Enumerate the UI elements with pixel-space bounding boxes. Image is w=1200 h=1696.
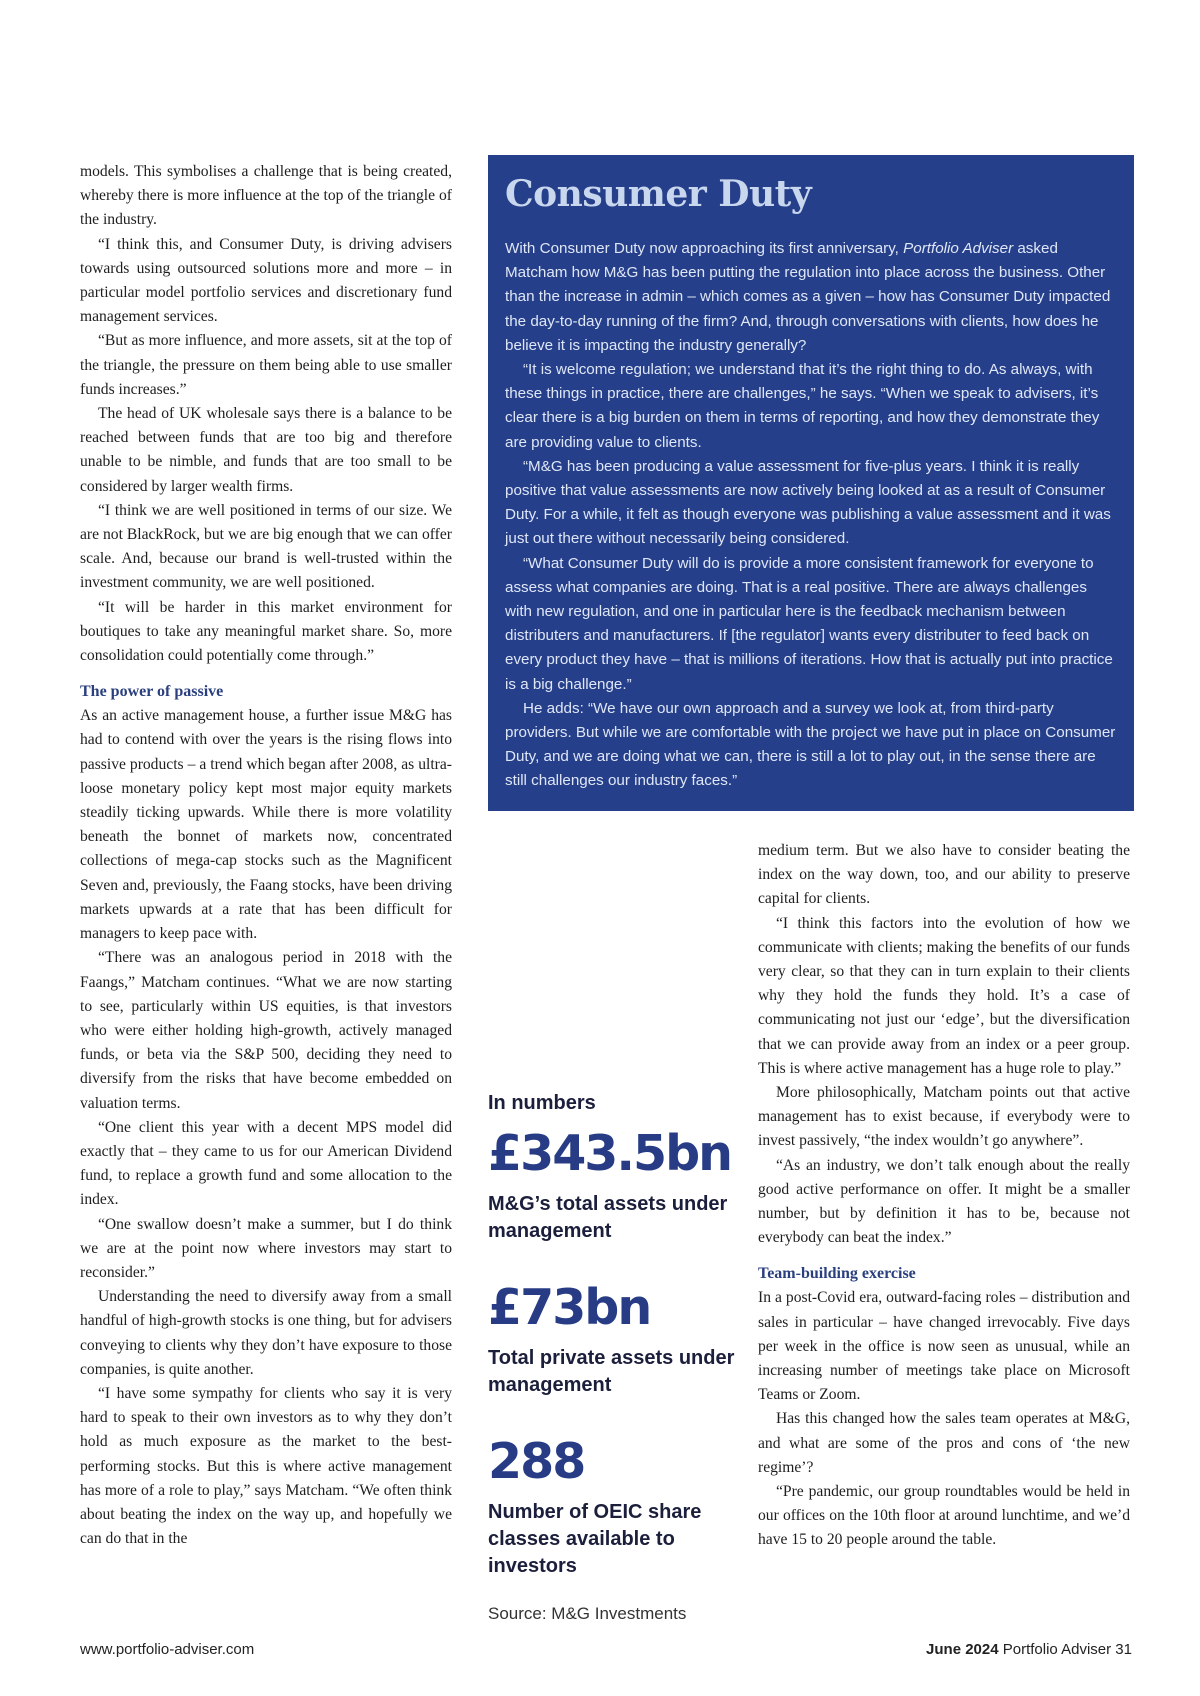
stat-value-oeic-classes: 288 bbox=[488, 1433, 585, 1490]
article-paragraph: “I think we are well positioned in terms of our size. We are not BlackRock, but we are big enough that we can offer scale. And, because our brand is well-trusted within the investment community, we are well positioned. bbox=[80, 501, 452, 592]
article-paragraph: “One client this year with a decent MPS model did exactly that – they came to us for our American Dividend fund, to replace a growth fund and some allocation to the index. bbox=[80, 1118, 452, 1209]
box-body bbox=[505, 237, 1118, 794]
article-paragraph: Understanding the need to diversify away from a small handful of high-growth stocks is one thing, but for advisers conveying to clients why they don’t have exposure to those companies, is quite another. bbox=[80, 1288, 452, 1378]
publication-name: Portfolio Adviser bbox=[903, 240, 1014, 257]
in-numbers-panel bbox=[488, 1092, 738, 1624]
article-paragraph: “I have some sympathy for clients who say it is very hard to speak to their own investors as to why they don’t hold as much exposure as the market to the best-performing stocks. But this is where active management has more of a role to play,” says Matcham. “We often think about beating the index on the way up, and hopefully we can do that in the bbox=[80, 1384, 452, 1548]
footer-issue: June 2024 bbox=[926, 1641, 999, 1658]
article-paragraph: Has this changed how the sales team operates at M&G, and what are some of the pros and cons of ‘the new regime’? bbox=[758, 1410, 1130, 1476]
numbers-source: Source: M&G Investments bbox=[488, 1604, 687, 1623]
left-article-column bbox=[80, 160, 452, 1551]
stat-value-total-aum: £343.5bn bbox=[488, 1125, 732, 1182]
article-paragraph: The head of UK wholesale says there is a balance to be reached between funds that are too big and therefore unable to be nimble, and funds that are too small to be considered by larger wealth firms. bbox=[80, 405, 452, 495]
right-article-column bbox=[758, 839, 1130, 1553]
article-paragraph: “I think this factors into the evolution of how we communicate with clients; making the benefits of our funds very clear, so that they can in turn explain to their clients why they hold the funds they hold. It’s a case of communicating not just our ‘edge’, but the diversification that we can provide away from an index or a peer group. This is where active management has a huge role to play.” bbox=[758, 914, 1130, 1077]
box-paragraph: “M&G has been producing a value assessment for five-plus years. I think it is really positive that value assessments are now actively being looked at as a result of Consumer Duty. For a while, it felt as though everyone was publishing a value assessment and it was just out there without necessarily being considered. bbox=[505, 457, 1111, 548]
footer-url: www.portfolio-adviser.com bbox=[80, 1641, 255, 1658]
stat-label-total-aum: M&G’s total assets under management bbox=[488, 1193, 728, 1242]
stat-label-private-aum: Total private assets under management bbox=[488, 1347, 735, 1396]
box-paragraph: “What Consumer Duty will do is provide a more consistent framework for everyone to assess what companies are doing. That is a real positive. There are always challenges with new regulation, and one in particular here is the feedback mechanism between distributers and manufacturers. If [the regulator] wants every distributer to feed back on every product they have – that is millions of iterations. How that is actually put into practice is a big challenge.” bbox=[505, 554, 1113, 693]
article-paragraph: “As an industry, we don’t talk enough about the really good active performance on offer. It might be a smaller number, but by definition it has to be, because not everybody can beat the index.” bbox=[758, 1156, 1130, 1247]
box-intro: With Consumer Duty now approaching its first anniversary, Portfolio Adviser asked Matcham how M&G has been putting the regulation into place across the business. Other than the increase in admin – which comes as a given – how has Consumer Duty impacted the day-to-day running of the firm? And, through conversations with clients, how does he believe it is impacting the industry generally? bbox=[505, 240, 1111, 354]
box-title: Consumer Duty bbox=[505, 173, 812, 215]
article-paragraph: In a post-Covid era, outward-facing roles – distribution and sales in particular – have changed irrevocably. Five days per week in the office is now seen as unusual, while an increasing number of meetings take place on Microsoft Teams or Zoom. bbox=[758, 1289, 1130, 1404]
article-paragraph: models. This symbolises a challenge that is being created, whereby there is more influence at the top of the triangle of the industry. bbox=[80, 163, 452, 229]
section-heading: Team-building exercise bbox=[758, 1265, 916, 1283]
article-paragraph: “I think this, and Consumer Duty, is driving advisers towards using outsourced solutions more and more – in particular model portfolio services and discretionary fund management services. bbox=[80, 235, 452, 326]
article-paragraph: medium term. But we also have to consider beating the index on the way down, too, and our ability to preserve capital for clients. bbox=[758, 842, 1130, 908]
consumer-duty-box bbox=[488, 155, 1134, 811]
section-heading: The power of passive bbox=[80, 683, 224, 701]
box-paragraph: He adds: “We have our own approach and a survey we look at, from third-party providers. But while we are comfortable with the project we have put in place on Consumer Duty, and we are doing what we can, there is still a lot to play out, in the sense there are still challenges our industry faces.” bbox=[505, 699, 1116, 790]
article-paragraph: As an active management house, a further issue M&G has had to contend with over the years is the rising flows into passive products – a trend which began after 2008, as ultra-loose monetary policy kept most major equity markets steadily ticking upwards. While there is more volatility beneath the bonnet of markets now, concentrated collections of mega-cap stocks such as the Magnificent Seven and, previously, the Faang stocks, have been driving markets upwards at a rate that has been difficult for managers to keep pace with. bbox=[80, 707, 452, 943]
article-paragraph: “Pre pandemic, our group roundtables would be held in our offices on the 10th floor at around lunchtime, and we’d have 15 to 20 people around the table. bbox=[758, 1483, 1130, 1549]
box-paragraph: “It is welcome regulation; we understand that it’s the right thing to do. As always, with these things in practice, there are challenges,” he says. “When we speak to advisers, it’s clear there is a big burden on them in terms of reporting, and how they demonstrate they are providing value to clients. bbox=[505, 361, 1100, 451]
article-paragraph: “It will be harder in this market environment for boutiques to take any meaningful market share. So, more consolidation could potentially come through.” bbox=[80, 598, 452, 665]
footer-publication: Portfolio Adviser 31 bbox=[1002, 1641, 1132, 1658]
stat-value-private-aum: £73bn bbox=[488, 1279, 651, 1336]
article-paragraph: “But as more influence, and more assets, sit at the top of the triangle, the pressure on them being able to use smaller funds increases.” bbox=[80, 332, 452, 398]
article-paragraph: “There was an analogous period in 2018 with the Faangs,” Matcham continues. “What we are now starting to see, particularly within US equities, is that investors who were either holding high-growth, actively managed funds, or beta via the S&P 500, deciding they need to diversify from the risks that have become embedded on valuation terms. bbox=[80, 949, 452, 1112]
article-paragraph: More philosophically, Matcham points out that active management has to exist because, if everybody were to invest passively, “the index wouldn’t go anywhere”. bbox=[758, 1084, 1130, 1150]
stat-label-oeic-classes: Number of OEIC share classes available to investors bbox=[488, 1501, 702, 1577]
article-paragraph: “One swallow doesn’t make a summer, but I do think we are at the point now where investors may start to reconsider.” bbox=[80, 1215, 452, 1281]
in-numbers-heading: In numbers bbox=[488, 1092, 596, 1114]
footer-page-info bbox=[926, 1641, 1132, 1658]
